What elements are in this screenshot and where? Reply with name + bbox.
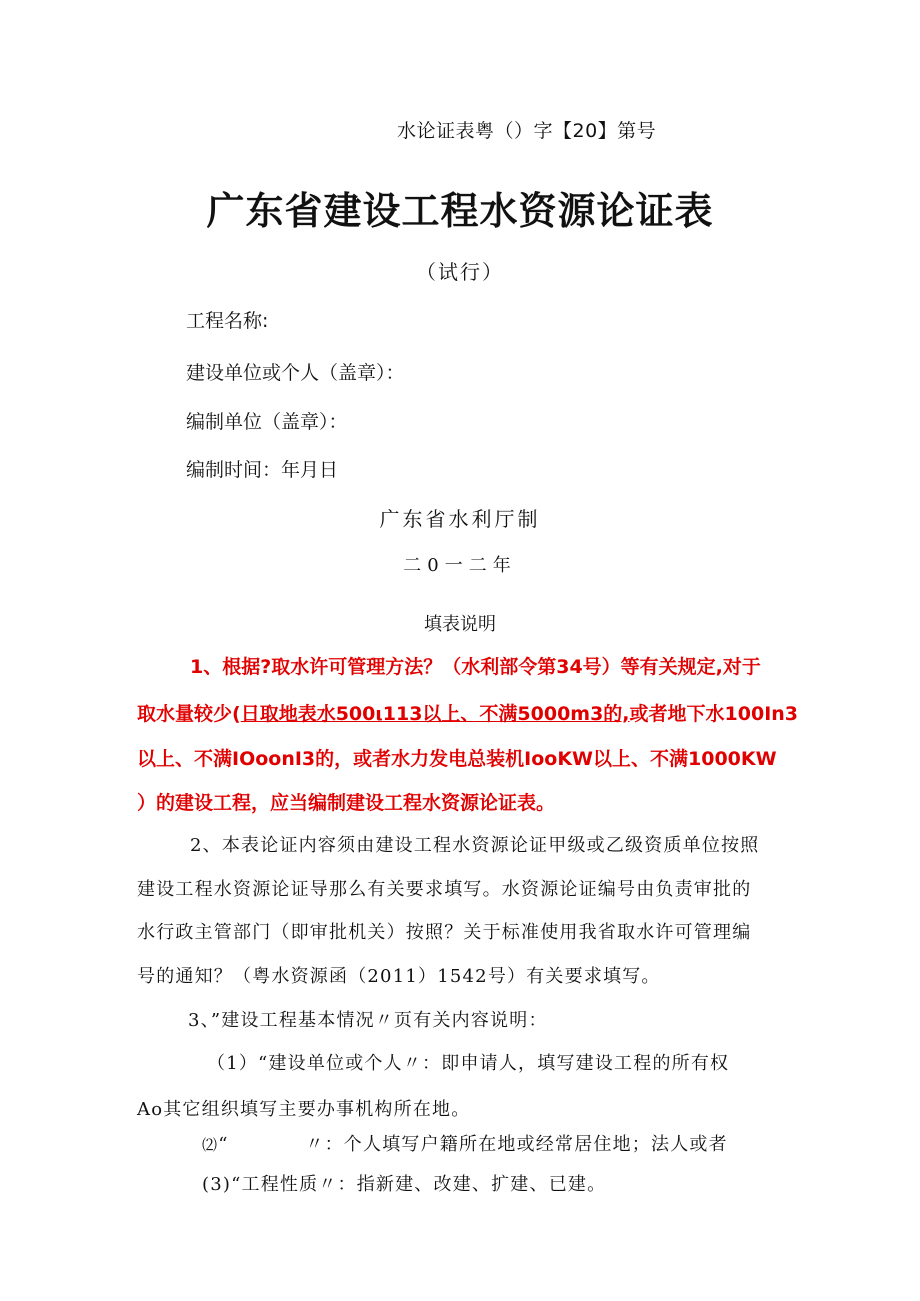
instructions-heading: 填表说明 [424,614,496,635]
instruction-2-line-2: 建设工程水资源论证导那么有关要求填写。水资源论证编号由负责审批的 [137,879,752,900]
page-title: 广东省建设工程水资源论证表 [206,189,714,233]
instruction-1-line-2-part-c: 或者地下水100In3 [629,703,799,725]
instruction-1-line-2-part-a: 取水量较少( [137,703,241,725]
issuer-org: 广东省水利厅制 [379,507,541,531]
instruction-1-line-1: 1、根据?取水许可管理方法？（水利部令第34号）等有关规定,对于 [190,656,761,678]
field-project-name: 工程名称: [186,310,269,332]
instruction-1-line-4: ）的建设工程，应当编制建设工程水资源论证表。 [137,792,556,814]
instruction-3-1-line-2: Ao其它组织填写主要办事机构所在地。 [137,1099,471,1120]
instruction-3-2 [202,1130,728,1156]
instruction-3-3: (3)“工程性质〃：指新建、改建、扩建、已建。 [202,1174,607,1195]
instruction-1-line-2-underlined: 日取地表水500ι113以上、不满5000m3的, [240,703,630,725]
instruction-2-line-4: 号的通知？（粤水资源函（2011）1542号）有关要求填写。 [137,966,661,987]
instruction-2-line-1: 2、本表论证内容须由建设工程水资源论证甲级或乙级资质单位按照 [190,835,760,856]
instruction-1-line-3: 以上、不满IOoonI3的，或者水力发电总装机IooKW以上、不满1000KW [137,748,777,770]
document-number: 水论证表粤（）字【20】第号 [397,120,657,142]
instruction-2-line-3: 水行政主管部门（即审批机关）按照？关于标准使用我省取水许可管理编 [137,922,752,943]
instruction-3-1-line-1: （1）“建设单位或个人〃：即申请人，填写建设工程的所有权 [207,1053,730,1074]
field-builder: 建设单位或个人（盖章）： [186,362,405,384]
instruction-3: 3、”建设工程基本情况〃页有关内容说明： [188,1010,548,1031]
issue-year: 二0一二年 [403,555,517,576]
instruction-3-2-number: ⑵ [202,1136,219,1154]
instruction-1-line-2 [137,699,798,726]
field-compiler: 编制单位（盖章）： [186,411,348,433]
field-compile-time: 编制时间：年月日 [186,459,339,481]
instruction-3-2-text: “ 〃：个人填写户籍所在地或经常居住地；法人或者 [218,1134,728,1155]
page-subtitle: （试行） [416,260,504,284]
